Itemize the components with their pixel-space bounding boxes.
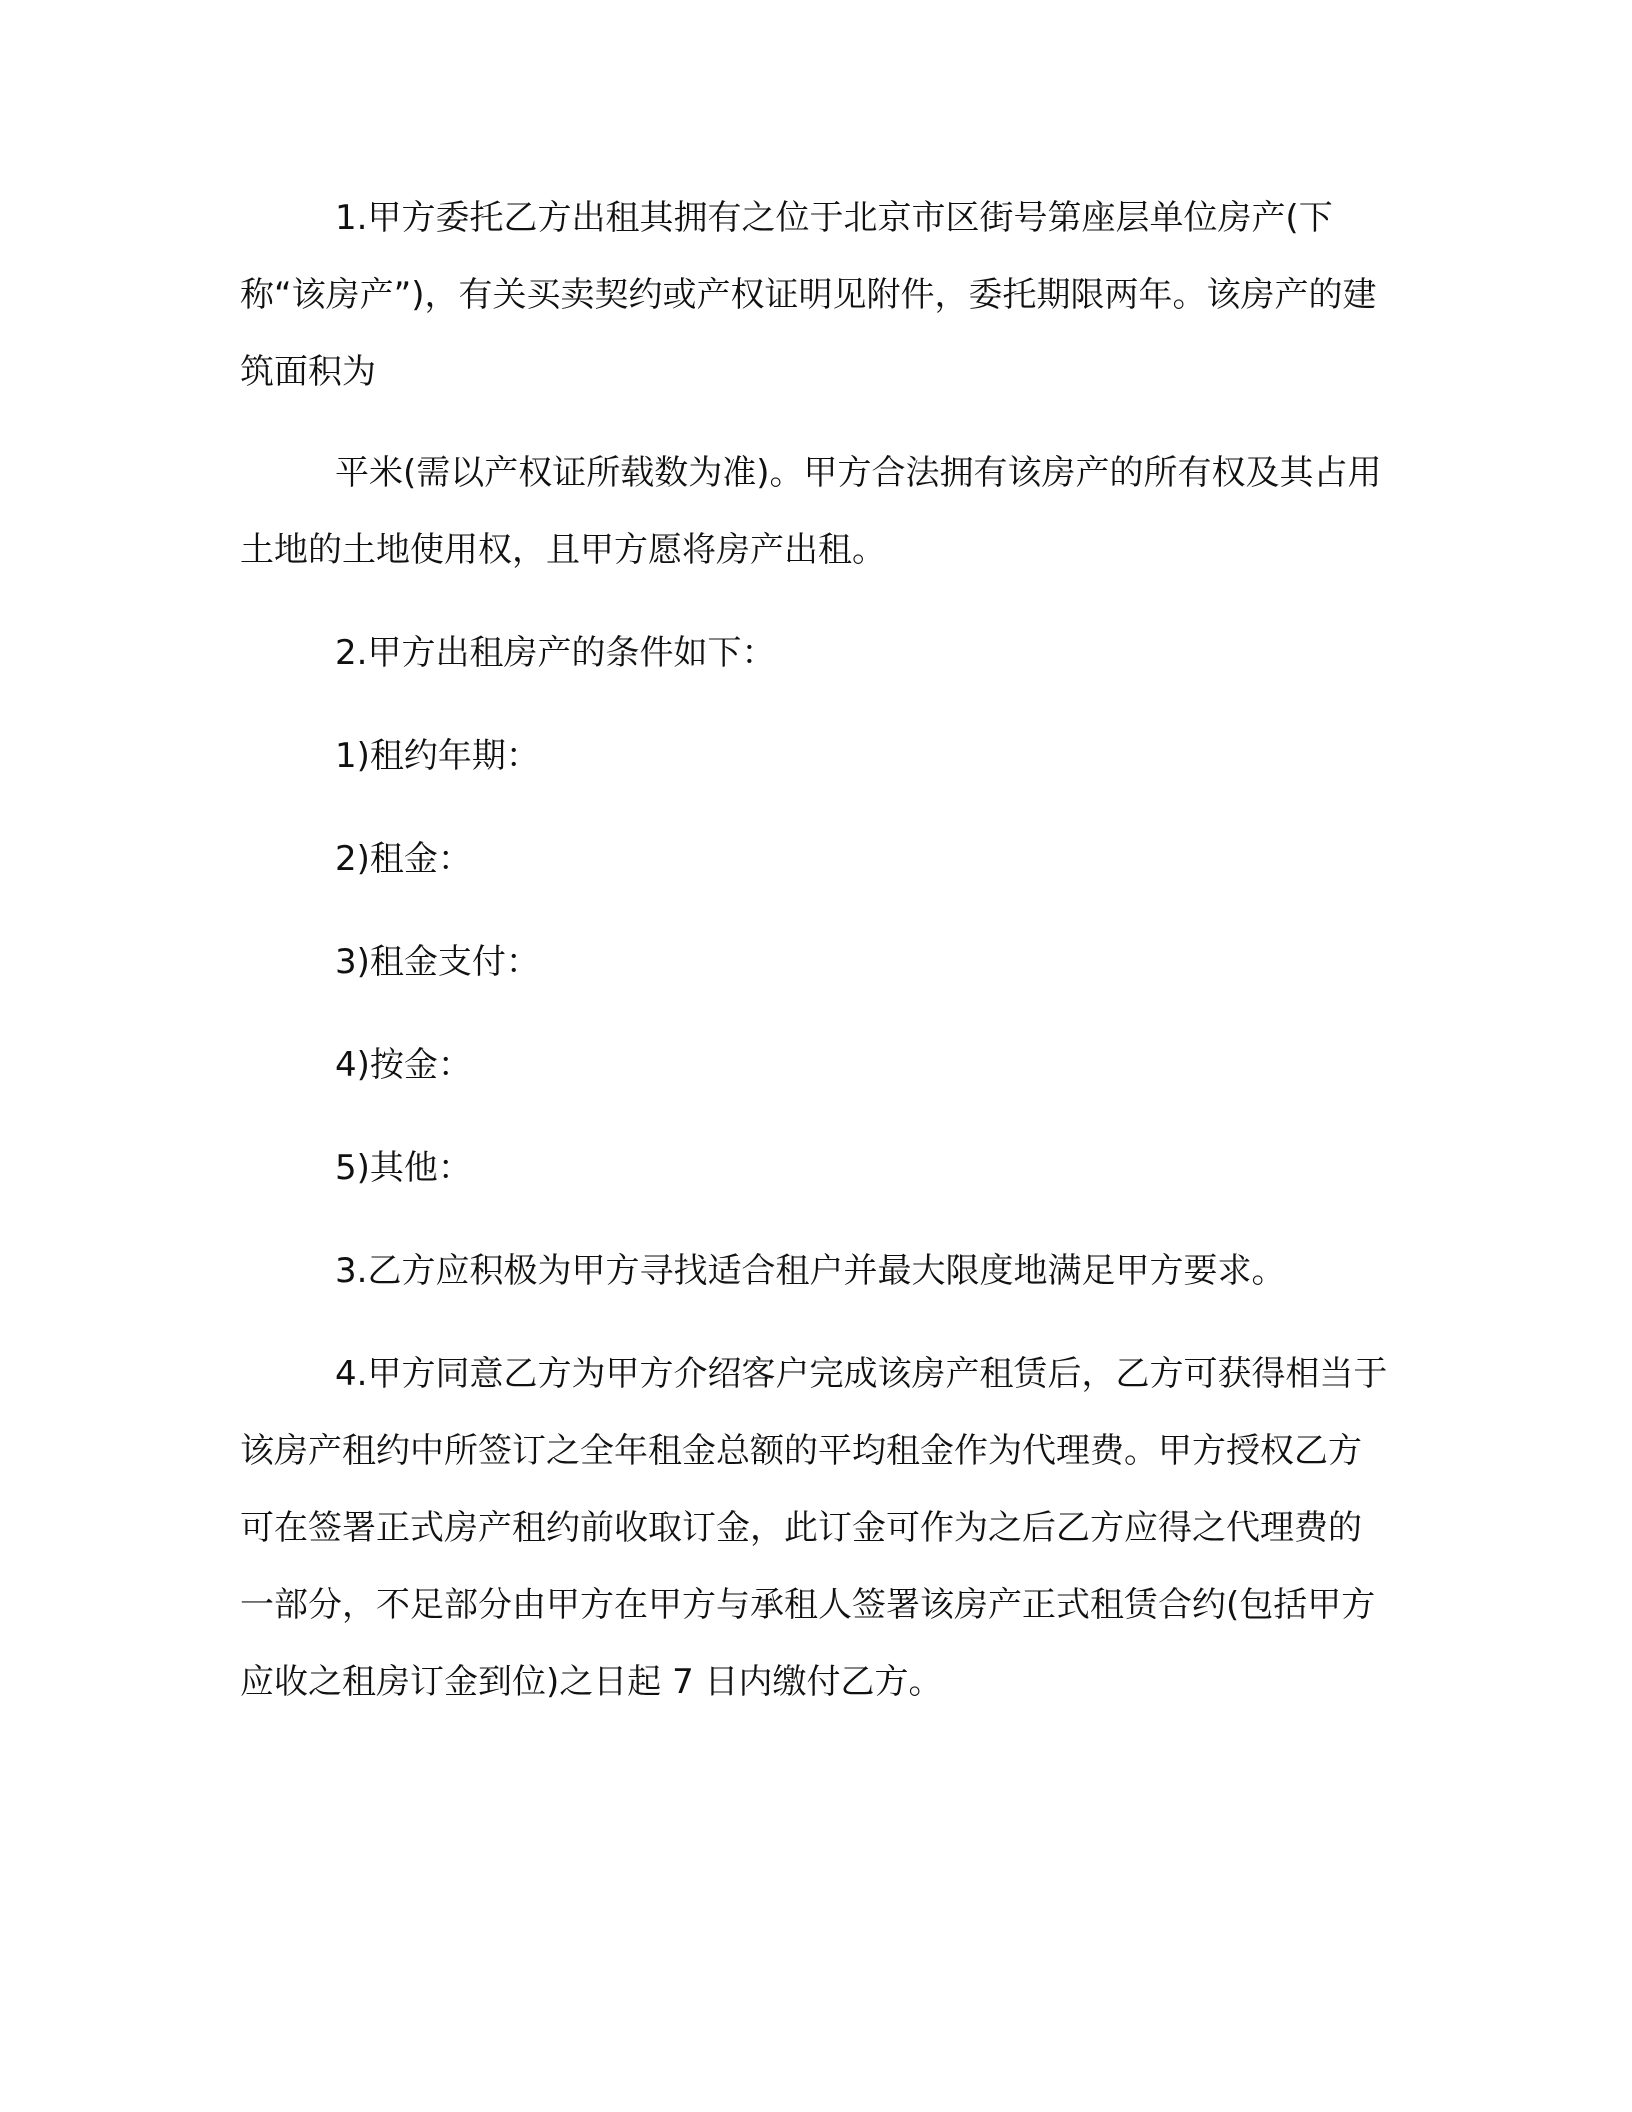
- paragraph-4: 3.乙方应积极为甲方寻找适合租户并最大限度地满足甲方要求。: [335, 1251, 1286, 1291]
- paragraph-1: 1.甲方委托乙方出租其拥有之位于北京市区街号第座层单位房产(下称“该房产”)，有关买卖契约或产权证明见附件，委托期限两年。该房产的建筑面积为: [240, 198, 1377, 392]
- list-item-rent-payment: 3)租金支付：: [335, 942, 540, 982]
- paragraph-3: 2.甲方出租房产的条件如下：: [335, 633, 776, 673]
- document-page: [240, 180, 1390, 1721]
- list-item-deposit: 4)按金：: [335, 1045, 472, 1085]
- list-item-term: 1)租约年期：: [335, 736, 540, 776]
- list-item-other: 5)其他：: [335, 1148, 472, 1188]
- list-item-rent: 2)租金：: [335, 839, 472, 879]
- paragraph-2: 平米(需以产权证所载数为准)。甲方合法拥有该房产的所有权及其占用土地的土地使用权，且甲方愿将房产出租。: [240, 453, 1382, 570]
- paragraph-5: 4.甲方同意乙方为甲方介绍客户完成该房产租赁后，乙方可获得相当于该房产租约中所签订之全年租金总额的平均租金作为代理费。甲方授权乙方可在签署正式房产租约前收取订金，此订金可作为之后乙方应得之代理费的一部分，不足部分由甲方在甲方与承租人签署该房产正式租赁合约(包括甲方应收之租房订金到位)之日起 7 日内缴付乙方。: [240, 1354, 1388, 1702]
